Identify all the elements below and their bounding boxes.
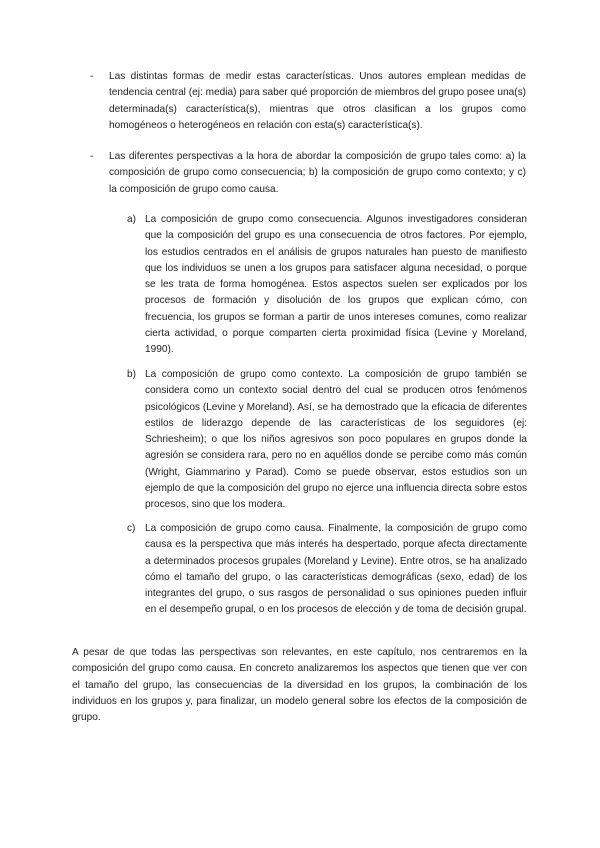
- item-paragraph-consequence: La composición de grupo como consecuencia. Algunos investigadores consideran que la composición del grupo es una consecuencia de otros factores. Por ejemplo, los estudios centrados en el análisis de grupos naturales han puesto de manifiesto que los individuos se unen a los grupos para satisfacer alguna necesidad, o porque se les trata de forma homogénea. Estos aspectos suelen ser explicados por los procesos de formación y disolución de los grupos que explican cómo, con frecuencia, los grupos se forman a partir de unos intereses comunes, como realizar cierta actividad, o porque comparten cierta proximidad física (Levine y Moreland, 1990).: [145, 214, 527, 356]
- bullet-marker: -: [90, 151, 94, 162]
- item-marker-b: b): [127, 369, 136, 380]
- item-marker-a: a): [127, 214, 136, 225]
- item-marker-c: c): [127, 523, 136, 534]
- item-paragraph-cause: La composición de grupo como causa. Finalmente, la composición de grupo como causa es la perspectiva que más interés ha despertado, porque afecta directamente a determinados procesos grupales (Moreland y Levine). Entre otros, se ha analizado cómo el tamaño del grupo, o las características demográficas (sexo, edad) de los integrantes del grupo, o sus rasgos de personalidad o sus opiniones pueden influir en el desempeño grupal, o en los procesos de elección y de toma de decisión grupal.: [145, 523, 527, 616]
- closing-paragraph: A pesar de que todas las perspectivas son relevantes, en este capítulo, nos centraremos en la composición del grupo como causa. En concreto analizaremos los aspectos que tienen que ver con el tamaño del grupo, las consecuencias de la diversidad en los grupos, la combinación de los individuos en los grupos y, para finalizar, un modelo general sobre los efectos de la composición de grupo.: [72, 647, 527, 724]
- bullet-paragraph-measurement: Las distintas formas de medir estas características. Unos autores emplean medidas de tendencia central (ej: media) para saber qué proporción de miembros del grupo posee una(s) determinada(s) característica(s), mientras que otros clasifican a los grupos como homogéneos o heterogéneos en relación con esta(s) característica(s).: [109, 71, 526, 131]
- bullet-paragraph-perspectives: Las diferentes perspectivas a la hora de abordar la composición de grupo tales como: a) la composición de grupo como consecuencia; b) la composición de grupo como contexto; y c) la composición de grupo como causa.: [109, 151, 526, 195]
- item-paragraph-context: La composición de grupo como contexto. La composición de grupo también se considera como un contexto social dentro del cual se producen otros fenómenos psicológicos (Levine y Moreland). Así, se ha demostrado que la eficacia de diferentes estilos de liderazgo depende de las características de los seguidores (ej: Schriesheim); o que los niños agresivos son poco populares en grupos donde la agresión se considera rara, pero no en aquéllos donde se percibe como más común (Wright, Giammarino y Parad). Como se puede observar, estos estudios son un ejemplo de que la composición del grupo no ejerce una influencia directa sobre estos procesos, sino que los modera.: [145, 369, 527, 511]
- bullet-marker: -: [90, 71, 94, 82]
